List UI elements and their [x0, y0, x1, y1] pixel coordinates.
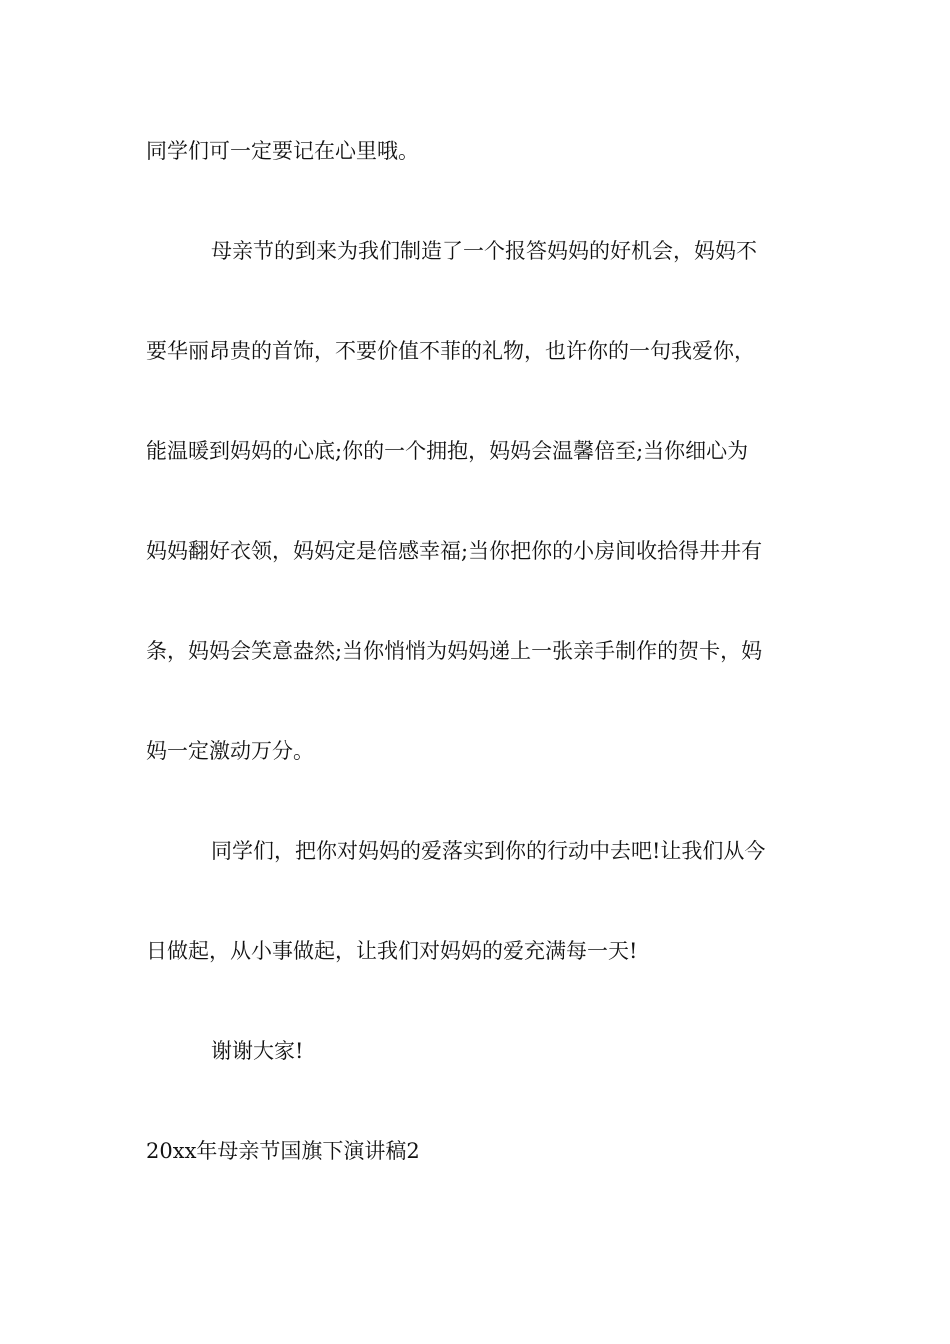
paragraph-start-line: 母亲节的到来为我们制造了一个报答妈妈的好机会，妈妈不 [211, 239, 757, 263]
section-heading: 20xx年母亲节国旗下演讲稿2 [146, 1139, 420, 1163]
text-line-4: 能温暖到妈妈的心底;你的一个拥抱，妈妈会温馨倍至;当你细心为 [146, 439, 749, 463]
text-line-3: 要华丽昂贵的首饰，不要价值不菲的礼物，也许你的一句我爱你， [146, 339, 755, 363]
text-line-5: 妈妈翻好衣领，妈妈定是倍感幸福;当你把你的小房间收拾得井井有 [146, 539, 763, 563]
text-line-6: 条，妈妈会笑意盎然;当你悄悄为妈妈递上一张亲手制作的贺卡，妈 [146, 639, 763, 663]
text-line-1: 同学们可一定要记在心里哦。 [146, 139, 419, 163]
text-line-7: 妈一定激动万分。 [146, 739, 314, 763]
closing-line: 谢谢大家! [211, 1039, 304, 1063]
text-line-9: 日做起，从小事做起，让我们对妈妈的爱充满每一天! [146, 939, 638, 963]
paragraph-start-line-2: 同学们，把你对妈妈的爱落实到你的行动中去吧!让我们从今 [211, 839, 766, 863]
